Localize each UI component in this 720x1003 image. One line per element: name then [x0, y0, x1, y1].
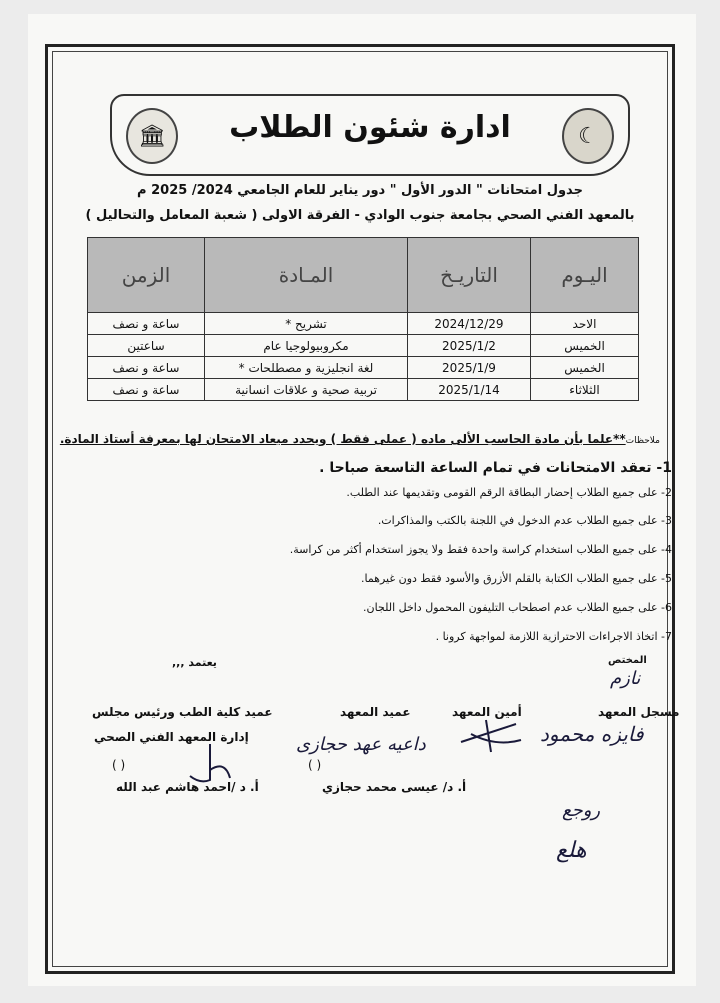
rule-item-3: 3- على جميع الطلاب عدم الدخول في اللجنة بالكتب والمذاكرات. — [377, 514, 672, 527]
dean-institute-parens: ( ) — [308, 758, 322, 772]
table-row — [88, 313, 639, 335]
cell-date: 2025/1/2 — [408, 335, 531, 357]
secretary-label: أمين المعهد — [452, 705, 522, 719]
approval-label: يعتمد ,,, — [172, 656, 217, 669]
specialist-signature: نازم — [610, 668, 641, 689]
rule-item-7: 7- اتخاذ الاجراءات الاحترازية اللازمة لمواجهة كرونا . — [435, 630, 672, 643]
cell-time: ساعتين — [88, 335, 205, 357]
dean-college-label-line2: إدارة المعهد الفني الصحي — [94, 730, 249, 744]
table-row — [88, 335, 639, 357]
cell-day: الاحد — [531, 313, 639, 335]
dean-institute-label: عميد المعهد — [340, 705, 411, 719]
table-row — [88, 357, 639, 379]
registrar-label: مسجل المعهد — [598, 705, 680, 719]
dean-college-signature-icon — [180, 740, 240, 785]
cell-subject: لغة انجليزية و مصطلحات * — [205, 357, 408, 379]
dean-college-label: عميد كلية الطب ورئيس مجلس — [92, 705, 273, 719]
header-banner — [110, 94, 630, 176]
specialist-label: المختص — [608, 655, 647, 666]
cell-day: الثلاثاء — [531, 379, 639, 401]
rule-item-5: 5- على جميع الطلاب الكتابة بالقلم الأزرق والأسود فقط دون غيرهما. — [360, 572, 672, 585]
page-title: ادارة شئون الطلاب — [229, 110, 511, 145]
dean-college-name: أ. د /احمد هاشم عبد الله — [116, 780, 259, 794]
rule-item-4: 4- على جميع الطلاب استخدام كراسة واحدة فقط ولا يجوز استخدام أكثر من كراسة. — [289, 543, 672, 556]
col-date: التاريـخ — [408, 238, 531, 313]
schedule-subtitle: جدول امتحانات " الدور الأول " دور يناير للعام الجامعي 2024/ 2025 م — [137, 183, 583, 198]
rule-item-2: 2- على جميع الطلاب إحضار البطاقة الرقم القومى وتقديمها عند الطلب. — [346, 486, 672, 499]
col-day: اليـوم — [531, 238, 639, 313]
col-time: الزمن — [88, 238, 205, 313]
registrar-signature: فايزه محمود — [540, 722, 644, 746]
secretary-signature-icon — [456, 712, 526, 757]
cell-subject: مكروبيولوجيا عام — [205, 335, 408, 357]
cell-day: الخميس — [531, 335, 639, 357]
rule-item-1: 1- تعقد الامتحانات في تمام الساعة التاسعة صباحا . — [319, 460, 672, 476]
institute-subtitle: بالمعهد الفني الصحي بجامعة جنوب الوادي - الفرقة الاولى ( شعبة المعامل والتحاليل ) — [85, 208, 635, 223]
col-subject: المـادة — [205, 238, 408, 313]
dean-institute-name: أ. د/ عيسى محمد حجازي — [322, 780, 467, 794]
dean-institute-signature: داعيه عهد حجازى — [296, 734, 426, 755]
note-text: **علما بأن مادة الحاسب الألى ماده ( عملى فقط ) ويحدد ميعاد الامتحان لها بمعرفة أستاذ المادة. — [59, 432, 626, 446]
review-mark-1: روجع — [562, 800, 601, 821]
cell-subject: تربية صحية و علاقات انسانية — [205, 379, 408, 401]
note-line — [59, 432, 660, 446]
cell-date: 2025/1/14 — [408, 379, 531, 401]
cell-time: ساعة و نصف — [88, 379, 205, 401]
cell-date: 2024/12/29 — [408, 313, 531, 335]
rule-item-6: 6- على جميع الطلاب عدم اصطحاب التليفون المحمول داخل اللجان. — [363, 601, 672, 614]
review-mark-2: هلع — [556, 838, 587, 863]
university-logo-icon: 🏛 — [126, 108, 178, 164]
table-row — [88, 379, 639, 401]
table-header-row — [88, 238, 639, 313]
dean-college-parens: ( ) — [112, 758, 126, 772]
note-prefix: ملاحظات — [625, 436, 660, 446]
cell-time: ساعة و نصف — [88, 313, 205, 335]
cell-date: 2025/1/9 — [408, 357, 531, 379]
institute-logo-icon: ☾ — [562, 108, 614, 164]
cell-time: ساعة و نصف — [88, 357, 205, 379]
cell-day: الخميس — [531, 357, 639, 379]
exam-schedule-table — [87, 237, 639, 401]
cell-subject: تشريح * — [205, 313, 408, 335]
